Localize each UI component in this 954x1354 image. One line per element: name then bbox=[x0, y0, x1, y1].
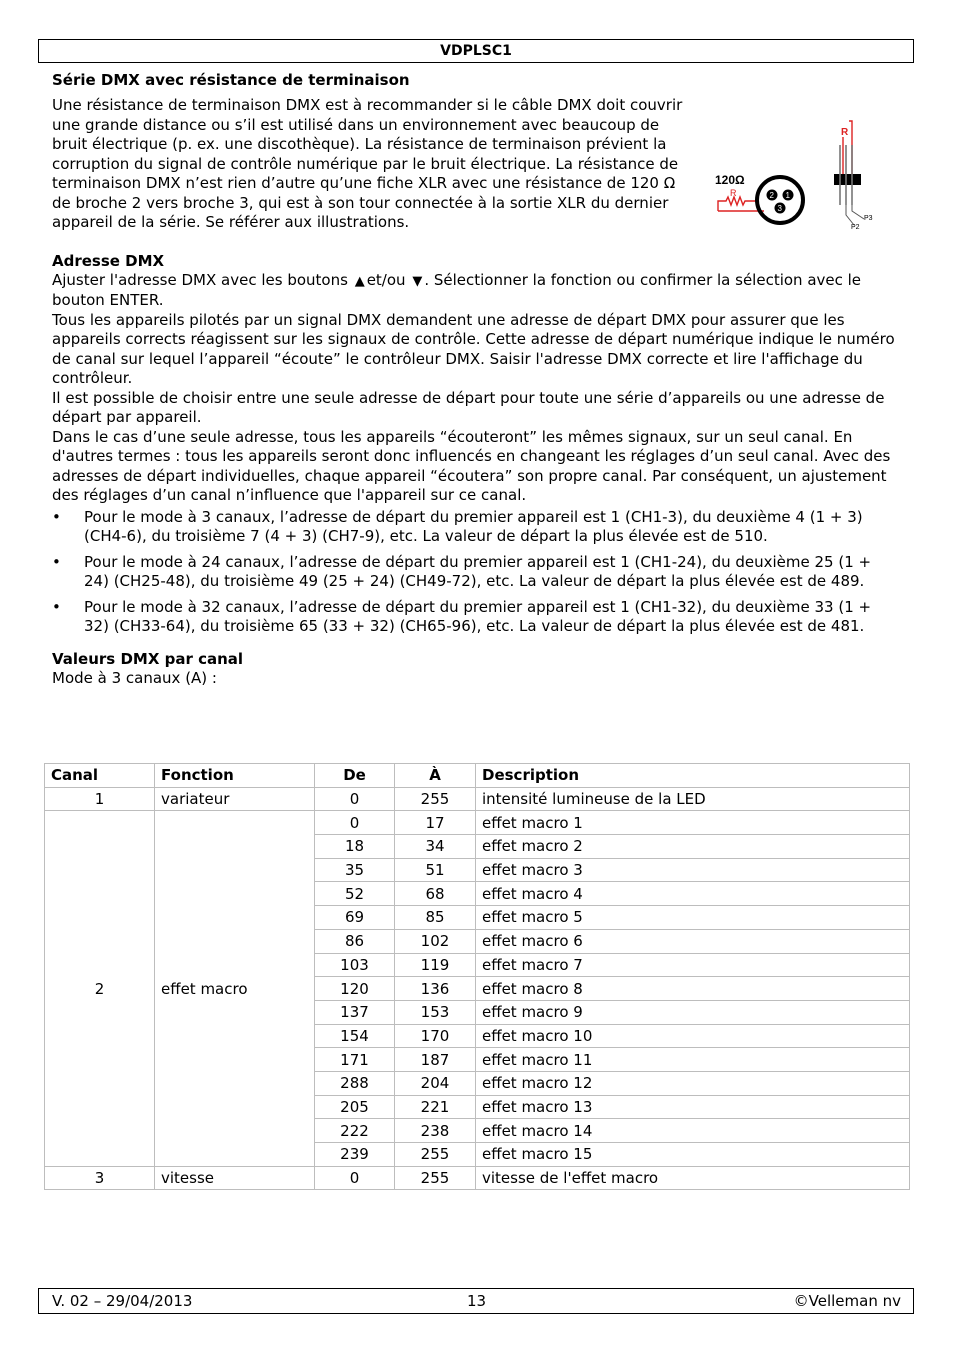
cell-description: intensité lumineuse de la LED bbox=[476, 787, 910, 811]
pin-number: 2 bbox=[769, 191, 774, 200]
cell-description: effet macro 13 bbox=[476, 1095, 910, 1119]
cell-de: 222 bbox=[315, 1119, 395, 1143]
cell-description: effet macro 10 bbox=[476, 1024, 910, 1048]
cell-de: 120 bbox=[315, 977, 395, 1001]
cell-a: 17 bbox=[395, 811, 476, 835]
cell-de: 103 bbox=[315, 953, 395, 977]
col-header-de: De bbox=[315, 764, 395, 788]
cell-description: effet macro 15 bbox=[476, 1143, 910, 1167]
table-body bbox=[45, 787, 910, 1190]
resistor-symbol bbox=[718, 197, 756, 211]
col-header-canal: Canal bbox=[45, 764, 155, 788]
page-number: 13 bbox=[467, 1292, 487, 1310]
cell-description: effet macro 5 bbox=[476, 906, 910, 930]
cell-de: 0 bbox=[315, 1166, 395, 1190]
cell-description: effet macro 7 bbox=[476, 953, 910, 977]
section-heading-termination: Série DMX avec résistance de terminaison bbox=[52, 71, 410, 89]
cell-de: 239 bbox=[315, 1143, 395, 1167]
cell-fonction: vitesse bbox=[155, 1166, 315, 1190]
document-footer bbox=[38, 1288, 914, 1314]
cell-description: effet macro 9 bbox=[476, 1000, 910, 1024]
cell-description: effet macro 3 bbox=[476, 858, 910, 882]
cell-de: 18 bbox=[315, 835, 395, 859]
address-paragraph-3: Il est possible de choisir entre une seule adresse de départ pour toute une série d’appareils ou une adresse de départ par appareil. bbox=[52, 388, 885, 426]
header-connector bbox=[834, 174, 861, 185]
cell-a: 255 bbox=[395, 1166, 476, 1190]
mode-bullet-list bbox=[52, 508, 900, 637]
termination-paragraph: Une résistance de terminaison DMX est à recommander si le câble DMX doit couvrir une grande distance ou s’il est utilisé dans un environnement avec beaucoup de bruit électrique (p. ex. une discothèque). La résistance de terminaison prévient la corruption du signal de contrôle numérique par le bruit électrique. La résistance de terminaison DMX n’est rien d’autre qu’une fiche XLR avec une résistance de 120 Ω de broche 2 vers broche 3, qui est à son tour connectée à la sortie XLR du dernier appareil de la série. Se référer aux illustrations. bbox=[52, 96, 683, 231]
col-header-fonction: Fonction bbox=[155, 764, 315, 788]
cell-a: 85 bbox=[395, 906, 476, 930]
table-header-row bbox=[45, 764, 910, 788]
address-paragraph-2: Tous les appareils pilotés par un signal DMX demandent une adresse de départ DMX pour assurer que les appareils corrects réagissent sur les signaux de contrôle. Cette adresse de départ numérique indique le numéro de canal sur lequel l’appareil “écoute” le contrôleur DMX. Saisir l'adresse DMX correcte et lire l'affichage du contrôleur. bbox=[52, 310, 895, 387]
cell-a: 119 bbox=[395, 953, 476, 977]
cell-description: effet macro 11 bbox=[476, 1048, 910, 1072]
cell-de: 0 bbox=[315, 787, 395, 811]
col-header-description: Description bbox=[476, 764, 910, 788]
resistor-r-label-right: R bbox=[841, 127, 849, 138]
pin-label-p3: P3 bbox=[864, 215, 873, 222]
table-row bbox=[45, 1166, 910, 1190]
cell-de: 205 bbox=[315, 1095, 395, 1119]
cell-de: 86 bbox=[315, 929, 395, 953]
table-row bbox=[45, 787, 910, 811]
section-heading-values: Valeurs DMX par canal bbox=[52, 649, 244, 668]
cell-de: 52 bbox=[315, 882, 395, 906]
footer-version: V. 02 – 29/04/2013 bbox=[52, 1292, 193, 1310]
list-item: • Pour le mode à 24 canaux, l’adresse de départ du premier appareil est 1 (CH1-24), du deuxième 25 (1 + 24) (CH25-48), du troisième 49 (25 + 24) (CH49-72), etc. La valeur de départ la plus élevée est de 489. bbox=[52, 553, 900, 592]
cell-fonction: variateur bbox=[155, 787, 315, 811]
cell-a: 187 bbox=[395, 1048, 476, 1072]
table-row bbox=[45, 811, 910, 835]
section-dmx-values bbox=[52, 649, 900, 689]
section-dmx-address bbox=[52, 251, 900, 637]
termination-diagram bbox=[712, 115, 882, 235]
list-item: • Pour le mode à 3 canaux, l’adresse de départ du premier appareil est 1 (CH1-3), du deuxième 4 (1 + 3) (CH4-6), du troisième 7 (4 + 3) (CH7-9), etc. La valeur de départ la plus élevée est de 510. bbox=[52, 508, 900, 547]
cell-description: effet macro 1 bbox=[476, 811, 910, 835]
cell-description: effet macro 14 bbox=[476, 1119, 910, 1143]
pin-number: 1 bbox=[785, 191, 790, 200]
pin-number: 3 bbox=[777, 204, 782, 213]
address-instructions bbox=[52, 271, 900, 311]
cell-a: 153 bbox=[395, 1000, 476, 1024]
cell-canal: 2 bbox=[45, 811, 155, 1166]
up-arrow-icon: ▲ bbox=[354, 273, 365, 289]
cell-a: 102 bbox=[395, 929, 476, 953]
col-header-a: À bbox=[395, 764, 476, 788]
cell-a: 238 bbox=[395, 1119, 476, 1143]
address-instructions-text: Ajuster l'adresse DMX avec les boutons bbox=[52, 270, 348, 289]
cell-description: vitesse de l'effet macro bbox=[476, 1166, 910, 1190]
cell-description: effet macro 8 bbox=[476, 977, 910, 1001]
cell-canal: 1 bbox=[45, 787, 155, 811]
cell-de: 35 bbox=[315, 858, 395, 882]
cell-a: 204 bbox=[395, 1071, 476, 1095]
cell-description: effet macro 6 bbox=[476, 929, 910, 953]
cell-de: 154 bbox=[315, 1024, 395, 1048]
cell-a: 221 bbox=[395, 1095, 476, 1119]
pin-label-p2: P2 bbox=[851, 224, 860, 231]
cell-de: 288 bbox=[315, 1071, 395, 1095]
cell-de: 171 bbox=[315, 1048, 395, 1072]
cell-description: effet macro 2 bbox=[476, 835, 910, 859]
cell-a: 68 bbox=[395, 882, 476, 906]
footer-copyright: ©Velleman nv bbox=[793, 1292, 901, 1310]
mode-label: Mode à 3 canaux (A) : bbox=[52, 668, 217, 687]
dmx-values-table bbox=[44, 763, 910, 1190]
cell-a: 255 bbox=[395, 787, 476, 811]
cell-de: 137 bbox=[315, 1000, 395, 1024]
model-title: VDPLSC1 bbox=[440, 43, 512, 59]
cell-a: 170 bbox=[395, 1024, 476, 1048]
cell-a: 51 bbox=[395, 858, 476, 882]
address-paragraph-4: Dans le cas d’une seule adresse, tous les appareils “écouteront” les mêmes signaux, sur un seul canal. En d'autres termes : tous les appareils seront donc influencés en changeant les réglages d’un seul canal. Avec des adresses de départ individuelles, chaque appareil “écoutera” son propre canal. Par conséquent, un ajustement des réglages d’un canal n’influence que l'appareil sur ce canal. bbox=[52, 427, 891, 504]
cell-canal: 3 bbox=[45, 1166, 155, 1190]
address-instructions-end: . Sélectionner la fonction ou confirmer la sélection avec le bouton ENTER. bbox=[52, 270, 862, 309]
and-or-text: et/ou bbox=[366, 270, 406, 289]
resistor-r-label: R bbox=[730, 188, 737, 198]
resistor-value-label: 120Ω bbox=[715, 173, 745, 187]
list-item: • Pour le mode à 32 canaux, l’adresse de départ du premier appareil est 1 (CH1-32), du deuxième 33 (1 + 32) (CH33-64), du troisième 65 (33 + 32) (CH65-96), etc. La valeur de départ la plus élevée est de 481. bbox=[52, 598, 900, 637]
section-heading-address: Adresse DMX bbox=[52, 251, 165, 270]
xlr-connector-icon bbox=[757, 177, 803, 223]
document-header bbox=[38, 39, 914, 63]
down-arrow-icon: ▼ bbox=[412, 273, 423, 289]
cell-description: effet macro 4 bbox=[476, 882, 910, 906]
cell-fonction: effet macro bbox=[155, 811, 315, 1166]
cell-a: 34 bbox=[395, 835, 476, 859]
cell-a: 136 bbox=[395, 977, 476, 1001]
cell-description: effet macro 12 bbox=[476, 1071, 910, 1095]
cell-de: 0 bbox=[315, 811, 395, 835]
cell-a: 255 bbox=[395, 1143, 476, 1167]
cell-de: 69 bbox=[315, 906, 395, 930]
